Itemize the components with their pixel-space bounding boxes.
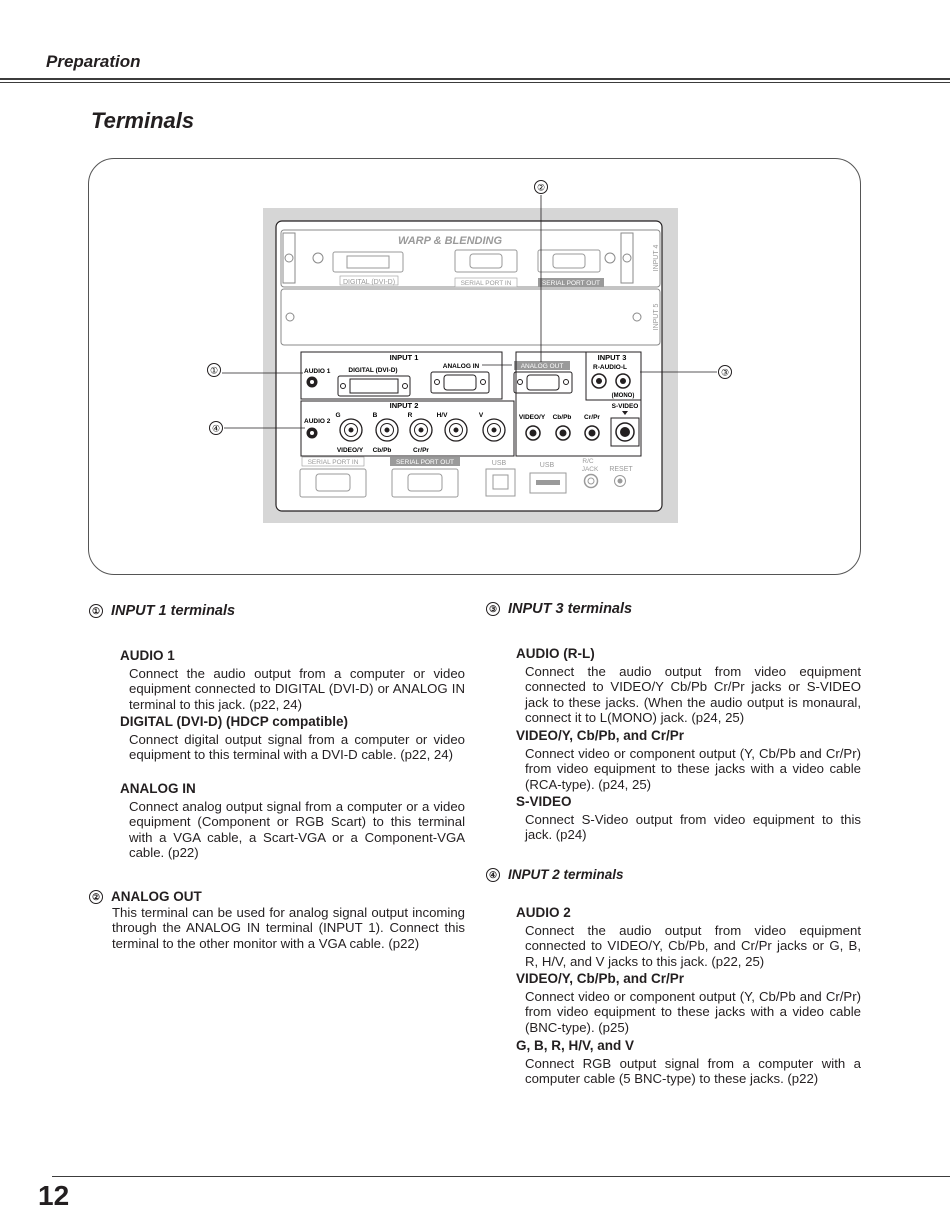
section-input1-heading: ① INPUT 1 terminals [89, 603, 235, 619]
top-digital-label: DIGITAL (DVI-D) [342, 279, 396, 286]
v-label: V [478, 412, 484, 419]
audio1-text: Connect the audio output from a computer or video equipment connected to DIGITAL (DVI-D) or ANALOG IN terminal to this jack. (p22, 24) [129, 666, 465, 712]
serial-in-label: SERIAL PORT IN [307, 459, 359, 466]
video-input3-text: Connect video or component output (Y, Cb/Pb and Cr/Pr) from video equipment to these jacks with a video cable (RCA-type). (p24, 25) [525, 746, 861, 792]
section-input2-heading: ④ INPUT 2 terminals [486, 867, 624, 882]
analog-in-heading: ANALOG IN [120, 781, 196, 796]
mono-label: (MONO) [611, 393, 635, 399]
audio1-label: AUDIO 1 [304, 368, 331, 375]
serial-out-label: SERIAL PORT OUT [395, 459, 455, 466]
usb2-label: USB [539, 462, 555, 469]
r-label: R [407, 412, 413, 419]
audio2-heading: AUDIO 2 [516, 905, 571, 920]
footer-rule [52, 1176, 950, 1177]
audio1-heading: AUDIO 1 [120, 648, 175, 663]
input5-side-label: INPUT 5 [653, 303, 660, 331]
r-audio-l-label: R-AUDIO-L [593, 364, 627, 371]
top-serial-in-label: SERIAL PORT IN [460, 280, 512, 287]
crpr-bottom-label: Cr/Pr [413, 447, 429, 454]
svideo-heading: S-VIDEO [516, 794, 572, 809]
g-label: G [335, 412, 341, 419]
usb1-label: USB [491, 460, 507, 467]
section-input3-heading: ③ INPUT 3 terminals [486, 601, 632, 617]
svideo-text: Connect S-Video output from video equipment to this jack. (p24) [525, 812, 861, 843]
svg-text:③: ③ [720, 367, 730, 378]
svideo-label: S-VIDEO [611, 403, 639, 410]
page-title: Terminals [91, 108, 195, 133]
analog-out-text: This terminal can be used for analog signal output incoming through the ANALOG IN terminal (INPUT 1). Connect this terminal to the other monitor with a VGA cable. (p22) [112, 905, 465, 951]
analog-in-label: ANALOG IN [442, 363, 480, 370]
svg-text:②: ② [536, 182, 546, 193]
rc-label: R/C [582, 458, 594, 465]
dvi-text: Connect digital output signal from a computer or video equipment to this terminal with a DVI-D cable. (p22, 24) [129, 732, 465, 763]
panel-title: WARP & BLENDING [397, 235, 503, 247]
cbpb-bottom-label: Cb/Pb [372, 447, 392, 454]
terminal-panel-diagram [0, 0, 950, 600]
input4-side-label: INPUT 4 [653, 244, 660, 272]
rgb-text: Connect RGB output signal from a computer with a computer cable (5 BNC-type) to these jacks. (p22) [525, 1056, 861, 1087]
input2-label: INPUT 2 [389, 401, 419, 410]
input3-label: INPUT 3 [597, 353, 627, 362]
videoy-bottom-label: VIDEO/Y [336, 447, 364, 454]
input1-label: INPUT 1 [389, 353, 419, 362]
cbpb-label: Cb/Pb [552, 414, 572, 421]
page-number: 12 [38, 1180, 70, 1211]
audio2-label: AUDIO 2 [304, 418, 331, 425]
audio-rl-text: Connect the audio output from video equipment connected to VIDEO/Y Cb/Pb Cr/Pr jacks or S-VIDEO jack to these jacks. (When the audio output is monaural, connect it to L(MONO) jack. (p24, 25) [525, 664, 861, 725]
analog-in-text: Connect analog output signal from a computer or a video equipment (Component or RGB Scart) to this terminal with a VGA cable, a Scart-VGA or a Component-VGA cable. (p22) [129, 799, 465, 860]
dvi-label: DIGITAL (DVI-D) [348, 367, 398, 374]
crpr-label: Cr/Pr [584, 414, 600, 421]
section-header: Preparation [46, 52, 141, 71]
dvi-heading: DIGITAL (DVI-D) (HDCP compatible) [120, 714, 349, 729]
jack-label: JACK [581, 466, 599, 473]
audio2-text: Connect the audio output from video equipment connected to VIDEO/Y, Cb/Pb, and Cr/Pr jacks or G, B, R, H/V, and V jacks to this jack. (p22, 25) [525, 923, 861, 969]
video-input2-text: Connect video or component output (Y, Cb/Pb and Cr/Pr) from video equipment to these jacks with a video cable (BNC-type). (p25) [525, 989, 861, 1035]
rgb-heading: G, B, R, H/V, and V [516, 1038, 635, 1053]
videoy-label: VIDEO/Y [518, 414, 546, 421]
analog-out-label: ANALOG OUT [520, 363, 564, 370]
svg-text:①: ① [209, 365, 219, 376]
svg-text:④: ④ [211, 423, 221, 434]
video-input2-heading: VIDEO/Y, Cb/Pb, and Cr/Pr [516, 971, 685, 986]
section-analog-out-heading: ② ANALOG OUT [89, 889, 202, 904]
reset-label: RESET [609, 466, 633, 473]
top-serial-out-label: SERIAL PORT OUT [541, 280, 601, 287]
audio-rl-heading: AUDIO (R-L) [516, 646, 595, 661]
hv-label: H/V [436, 412, 448, 419]
video-input3-heading: VIDEO/Y, Cb/Pb, and Cr/Pr [516, 728, 685, 743]
b-label: B [372, 412, 378, 419]
